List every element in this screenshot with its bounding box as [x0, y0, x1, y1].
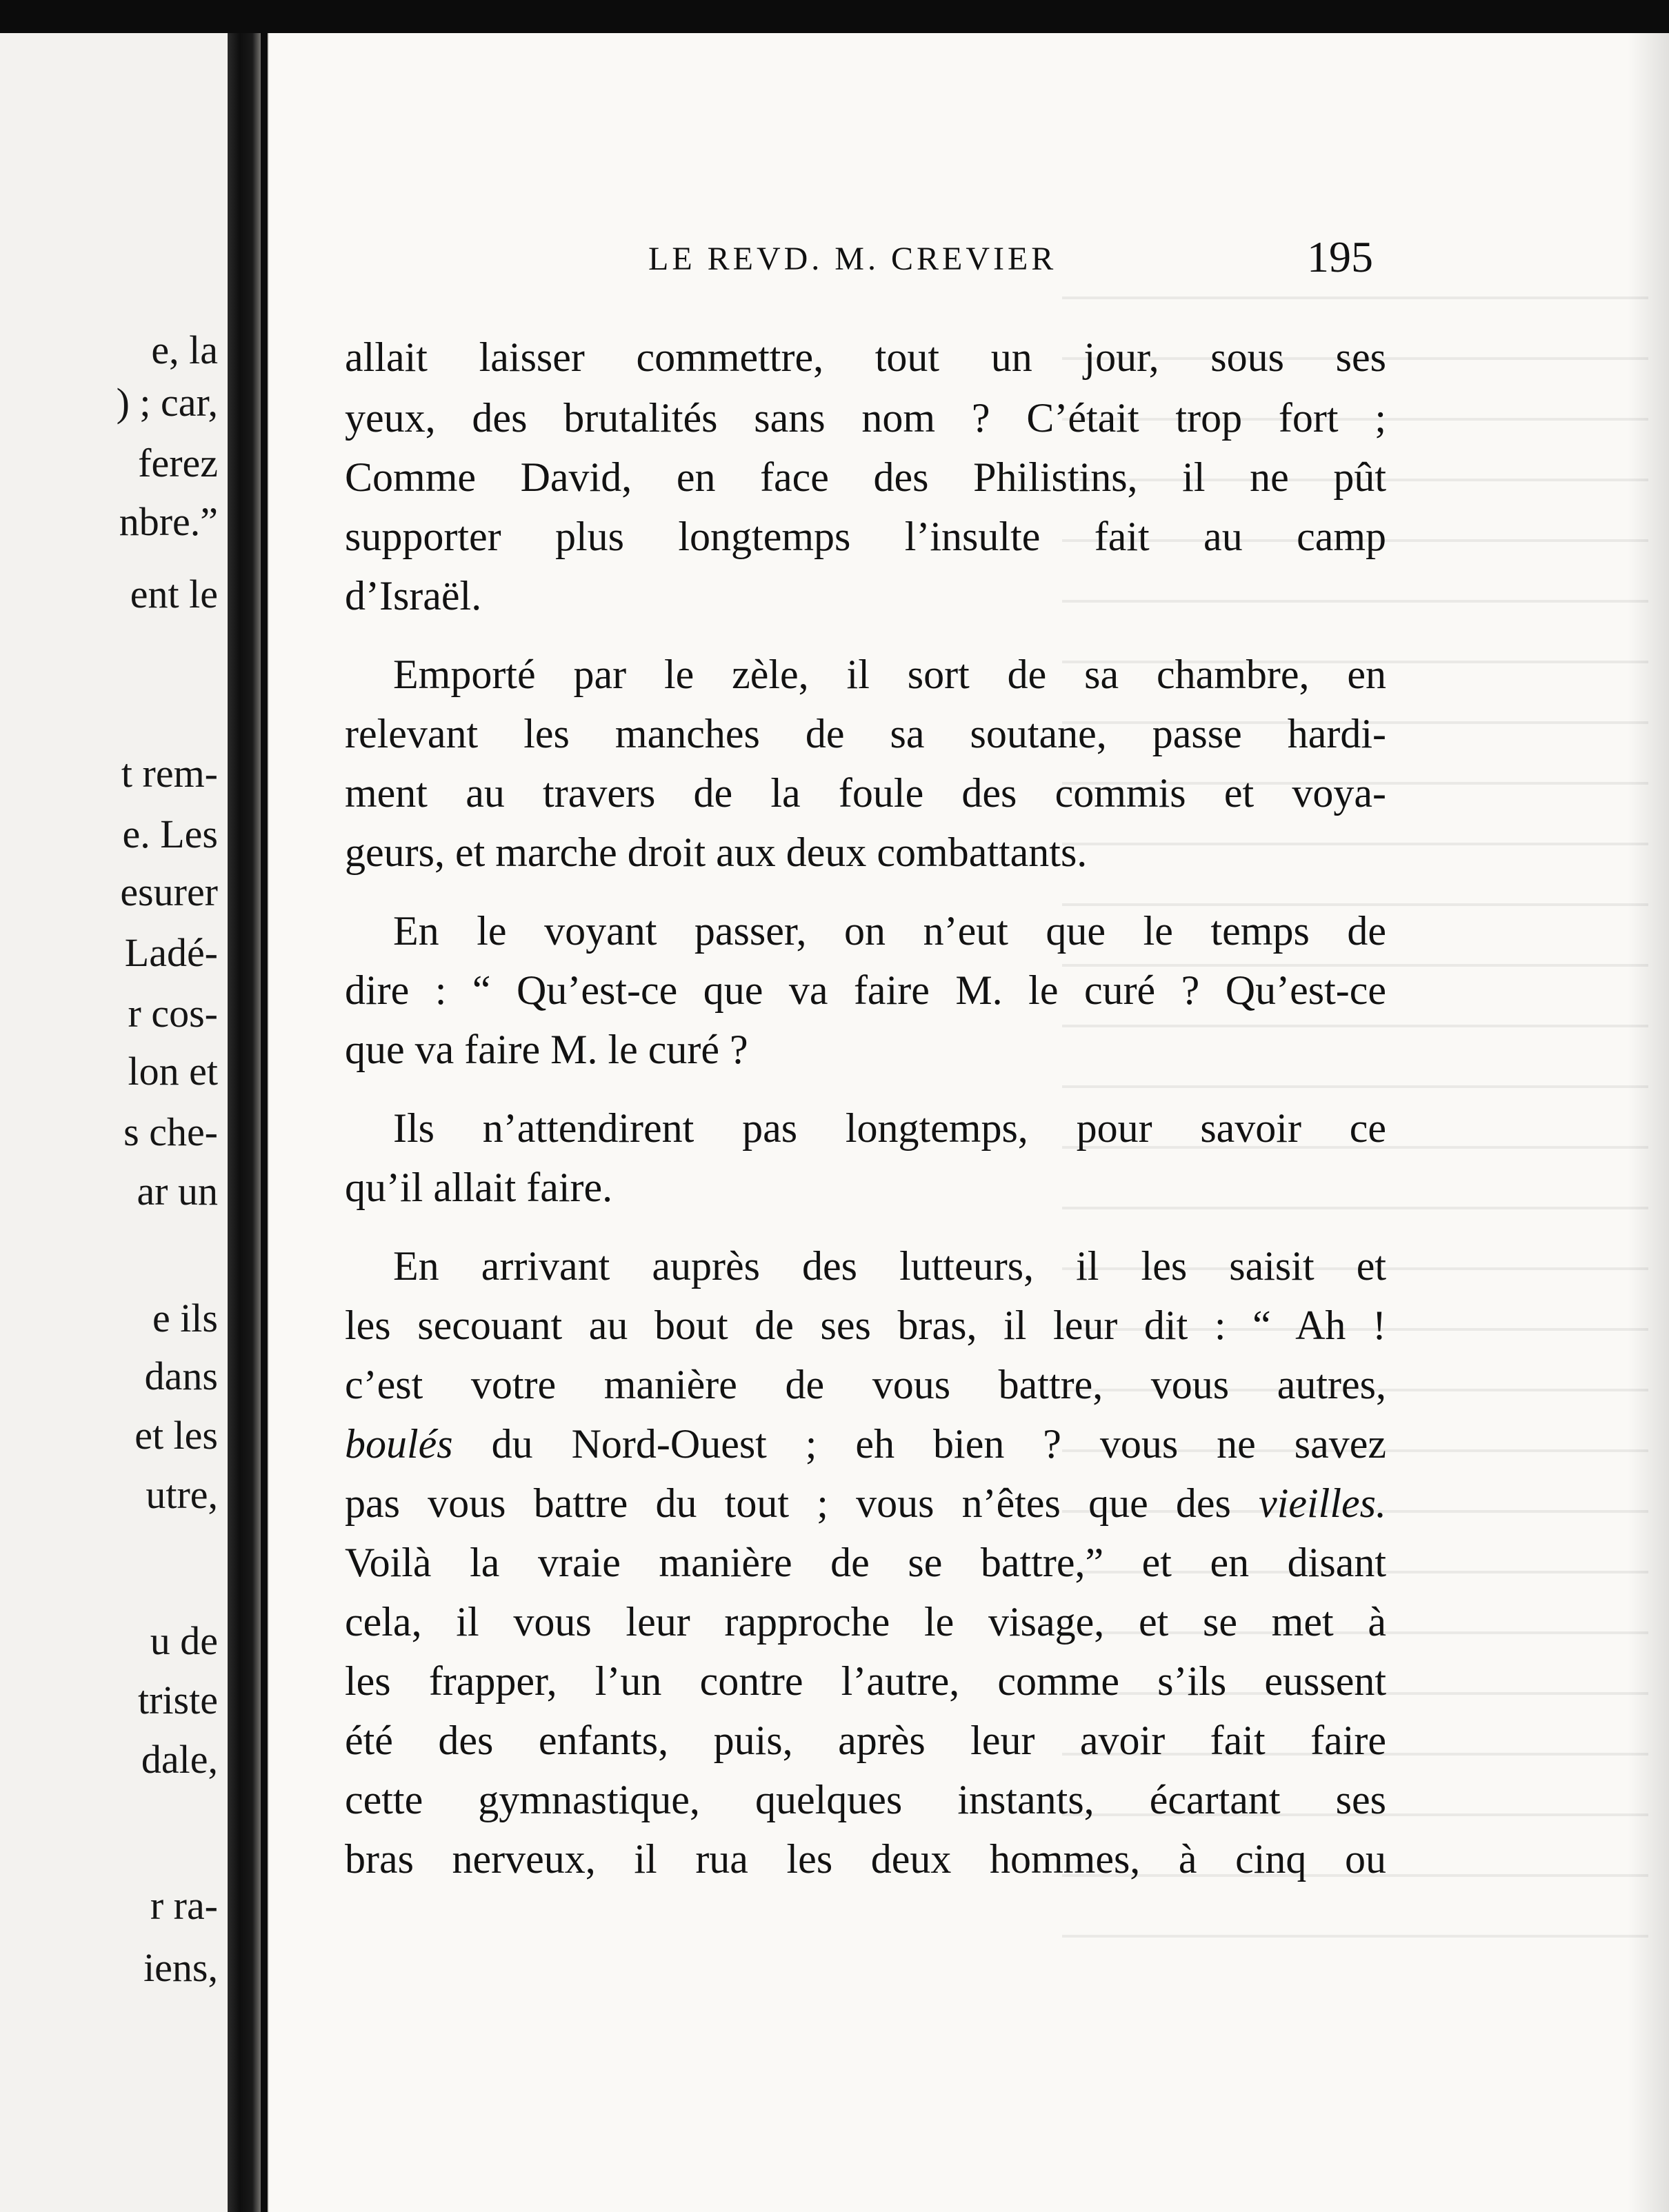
body-line: Comme David, en face des Philistins, il ne pût — [345, 454, 1386, 500]
body-line-text: pas vous battre du tout ; vous n’êtes que des — [345, 1480, 1231, 1526]
book-spine-edge — [261, 33, 268, 2212]
left-page-line: iens, — [143, 1945, 218, 1990]
scan-top-border — [0, 0, 1669, 33]
body-line-text: du Nord-Ouest ; eh bien ? vous ne savez — [491, 1421, 1387, 1467]
left-page-line: dans — [144, 1354, 218, 1398]
left-page-line: ) ; car, — [116, 380, 218, 425]
body-line: Ils n’attendirent pas longtemps, pour savoir ce — [393, 1105, 1386, 1151]
left-page-line: e, la — [151, 328, 218, 372]
page-number: 195 — [1307, 232, 1373, 281]
body-line: bras nerveux, il rua les deux hommes, à cinq ou — [345, 1836, 1386, 1882]
body-line: allait laisser commettre, tout un jour, sous ses — [345, 334, 1386, 380]
current-page — [269, 33, 1669, 2212]
body-line: cela, il vous leur rapproche le visage, et se met à — [345, 1599, 1386, 1645]
previous-page-fragment — [0, 33, 228, 2212]
left-page-line: e ils — [152, 1296, 218, 1340]
body-line: yeux, des brutalités sans nom ? C’était trop fort ; — [345, 395, 1386, 441]
left-page-line: e. Les — [122, 812, 218, 856]
left-page-line: et les — [134, 1413, 218, 1458]
body-line: c’est votre manière de vous battre, vous autres, — [345, 1362, 1386, 1407]
italic-word: boulés — [345, 1421, 453, 1467]
body-line: que va faire M. le curé ? — [345, 1027, 748, 1072]
page-edge-shadow — [1628, 33, 1669, 2212]
body-line-with-italic — [345, 1482, 1386, 1524]
left-page-line: r cos- — [128, 991, 218, 1036]
body-line: geurs, et marche droit aux deux combattants. — [345, 830, 1088, 875]
body-line: été des enfants, puis, après leur avoir fait faire — [345, 1718, 1386, 1763]
left-page-line: nbre.” — [119, 499, 218, 544]
left-page-line: lon et — [128, 1049, 218, 1094]
left-page-line: u de — [150, 1618, 218, 1663]
left-page-line: triste — [138, 1678, 218, 1722]
italic-word: vieilles. — [1259, 1480, 1386, 1526]
running-title: LE REVD. M. CREVIER — [648, 241, 1057, 277]
left-page-line: ent le — [130, 572, 218, 616]
left-page-line: t rem- — [121, 751, 218, 796]
left-page-line: esurer — [120, 869, 218, 914]
left-page-line: ar un — [137, 1169, 218, 1214]
left-page-line: r ra- — [150, 1883, 218, 1928]
body-line: les frapper, l’un contre l’autre, comme s’ils eussent — [345, 1658, 1386, 1704]
left-page-line: dale, — [141, 1737, 218, 1782]
body-line: relevant les manches de sa soutane, passe hardi- — [345, 711, 1386, 756]
body-line: En le voyant passer, on n’eut que le temps de — [393, 908, 1386, 954]
body-line: Voilà la vraie manière de se battre,” et en disant — [345, 1540, 1386, 1585]
body-line: supporter plus longtemps l’insulte fait au camp — [345, 514, 1386, 559]
body-line: Emporté par le zèle, il sort de sa chambre, en — [393, 652, 1386, 697]
body-line: d’Israël. — [345, 573, 482, 619]
left-page-line: utre, — [146, 1472, 218, 1517]
body-line: dire : “ Qu’est-ce que va faire M. le curé ? Qu’est-ce — [345, 967, 1386, 1013]
body-line: les secouant au bout de ses bras, il leur dit : “ Ah ! — [345, 1303, 1386, 1348]
body-line-with-italic — [345, 1423, 1386, 1465]
left-page-line: Ladé- — [124, 930, 218, 975]
left-page-line: ferez — [138, 441, 218, 485]
body-line: cette gymnastique, quelques instants, écartant ses — [345, 1777, 1386, 1822]
body-line: ment au travers de la foule des commis et voya- — [345, 770, 1386, 816]
left-page-line: s che- — [123, 1109, 218, 1154]
body-line: En arrivant auprès des lutteurs, il les saisit et — [393, 1243, 1386, 1289]
body-line: qu’il allait faire. — [345, 1165, 613, 1210]
